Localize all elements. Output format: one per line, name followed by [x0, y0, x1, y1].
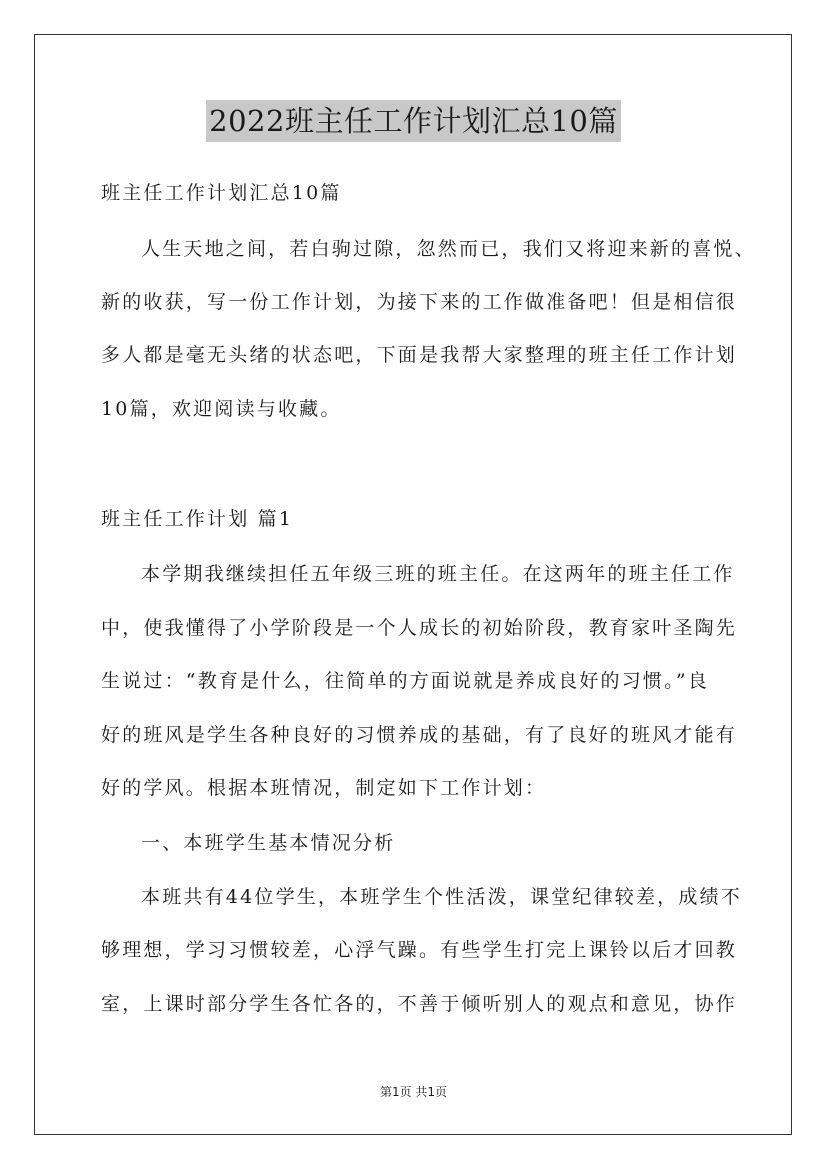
paragraph-line: 够理想，学习习惯较差，心浮气躁。有些学生打完上课铃以后才回教 — [101, 939, 738, 961]
intro-line: 多人都是毫无头绪的状态吧，下面是我帮大家整理的班主任工作计划 — [101, 344, 738, 366]
paragraph-line: 好的班风是学生各种良好的习惯养成的基础，有了良好的班风才能有 — [101, 724, 738, 746]
paragraph-line: 本班共有44位学生，本班学生个性活泼，课堂纪律较差，成绩不 — [141, 886, 742, 908]
paragraph-line: 本学期我继续担任五年级三班的班主任。在这两年的班主任工作 — [141, 563, 735, 585]
intro-line: 人生天地之间，若白驹过隙，忽然而已，我们又将迎来新的喜悦、 — [141, 238, 756, 260]
paragraph-line: 好的学风。根据本班情况，制定如下工作计划： — [101, 777, 547, 799]
sub-heading: 一、本班学生基本情况分析 — [141, 832, 396, 854]
intro-line: 10篇，欢迎阅读与收藏。 — [101, 398, 342, 420]
page-footer: 第1页 共1页 — [379, 1085, 448, 1099]
intro-line: 新的收获，写一份工作计划，为接下来的工作做准备吧！但是相信很 — [101, 291, 738, 313]
title-container — [0, 100, 827, 142]
paragraph-line: 生说过：“教育是什么，往简单的方面说就是养成良好的习惯。”良 — [101, 670, 709, 692]
document-title: 2022班主任工作计划汇总10篇 — [206, 100, 621, 142]
section-heading: 班主任工作计划 篇1 — [101, 508, 294, 530]
paragraph-line: 室，上课时部分学生各忙各的，不善于倾听别人的观点和意见，协作 — [101, 993, 738, 1015]
paragraph-line: 中，使我懂得了小学阶段是一个人成长的初始阶段，教育家叶圣陶先 — [101, 617, 738, 639]
document-subtitle: 班主任工作计划汇总10篇 — [101, 182, 342, 204]
